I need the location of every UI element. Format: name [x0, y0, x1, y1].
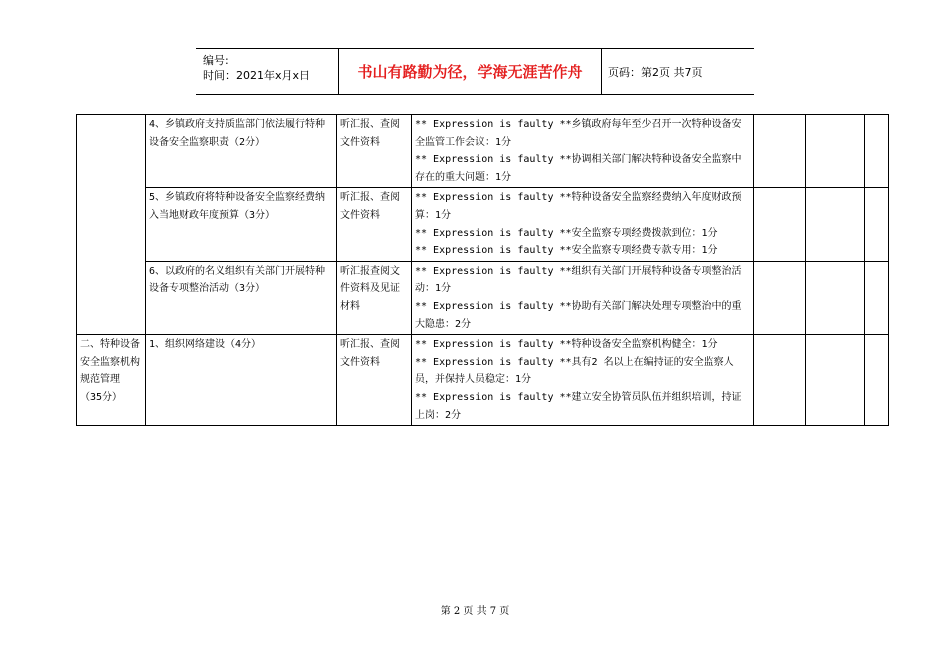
standard-line: ** Expression is faulty **建立安全协管员队伍并组织培训，持证上岗：2分 [415, 391, 742, 421]
standards-cell [412, 115, 754, 188]
table-row [77, 188, 889, 261]
page-label: 页码：第2页 共7页 [608, 65, 703, 79]
item-cell: 1、组织网络建设（4分） [146, 335, 337, 426]
page-footer: 第 2 页 共 7 页 [440, 606, 510, 617]
remark-cell [865, 261, 889, 334]
standard-line: ** Expression is faulty **安全监察专项经费拨款到位：1分 [415, 227, 718, 239]
remark-cell [865, 188, 889, 261]
method-cell: 听汇报查阅文件资料及见证材料 [337, 261, 412, 334]
table-row [77, 335, 889, 426]
standards-cell [412, 188, 754, 261]
standard-line: ** Expression is faulty **特种设备安全监察机构健全：1分 [415, 339, 718, 351]
motto: 书山有路勤为径，学海无涯苦作舟 [338, 49, 602, 94]
remark-cell [865, 335, 889, 426]
score-cell [754, 335, 806, 426]
score-cell [754, 188, 806, 261]
standard-line: ** Expression is faulty **乡镇政府每年至少召开一次特种设备安全监管工作会议：1分 [415, 119, 742, 148]
score-cell [754, 115, 806, 188]
table-row [77, 115, 889, 188]
standards-cell [412, 335, 754, 426]
standard-line: ** Expression is faulty **协调相关部门解决特种设备安全监察中存在的重大问题：1分 [415, 154, 742, 183]
item-cell: 4、乡镇政府支持质监部门依法履行特种设备安全监察职责（2分） [146, 115, 337, 188]
standard-line: ** Expression is faulty **特种设备安全监察经费纳入年度财政预算：1分 [415, 192, 742, 221]
score-cell [754, 261, 806, 334]
deduction-cell [806, 335, 865, 426]
standards-cell [412, 261, 754, 334]
method-cell: 听汇报、查阅文件资料 [337, 188, 412, 261]
remark-cell [865, 115, 889, 188]
header-meta [196, 49, 338, 94]
standard-line: ** Expression is faulty **组织有关部门开展特种设备专项整治活动：1分 [415, 265, 742, 295]
category-cell: 二、特种设备安全监察机构规范管理（35分） [77, 335, 146, 426]
item-cell: 5、乡镇政府将特种设备安全监察经费纳入当地财政年度预算（3分） [146, 188, 337, 261]
deduction-cell [806, 261, 865, 334]
deduction-cell [806, 115, 865, 188]
assessment-table [76, 114, 889, 426]
table-row [77, 261, 889, 334]
standard-line: ** Expression is faulty **具有2 名以上在编持证的安全监察人员，并保持人员稳定：1分 [415, 356, 734, 386]
code-label: 编号: [203, 54, 229, 67]
method-cell: 听汇报、查阅文件资料 [337, 115, 412, 188]
page-header [196, 48, 754, 95]
standard-line: ** Expression is faulty **安全监察专项经费专款专用：1分 [415, 245, 718, 257]
item-cell: 6、以政府的名义组织有关部门开展特种设备专项整治活动（3分） [146, 261, 337, 334]
time-label: 时间：2021年x月x日 [203, 69, 311, 82]
deduction-cell [806, 188, 865, 261]
method-cell: 听汇报、查阅文件资料 [337, 335, 412, 426]
category-cell-empty [77, 115, 146, 335]
standard-line: ** Expression is faulty **协助有关部门解决处理专项整治中的重大隐患：2分 [415, 300, 742, 330]
